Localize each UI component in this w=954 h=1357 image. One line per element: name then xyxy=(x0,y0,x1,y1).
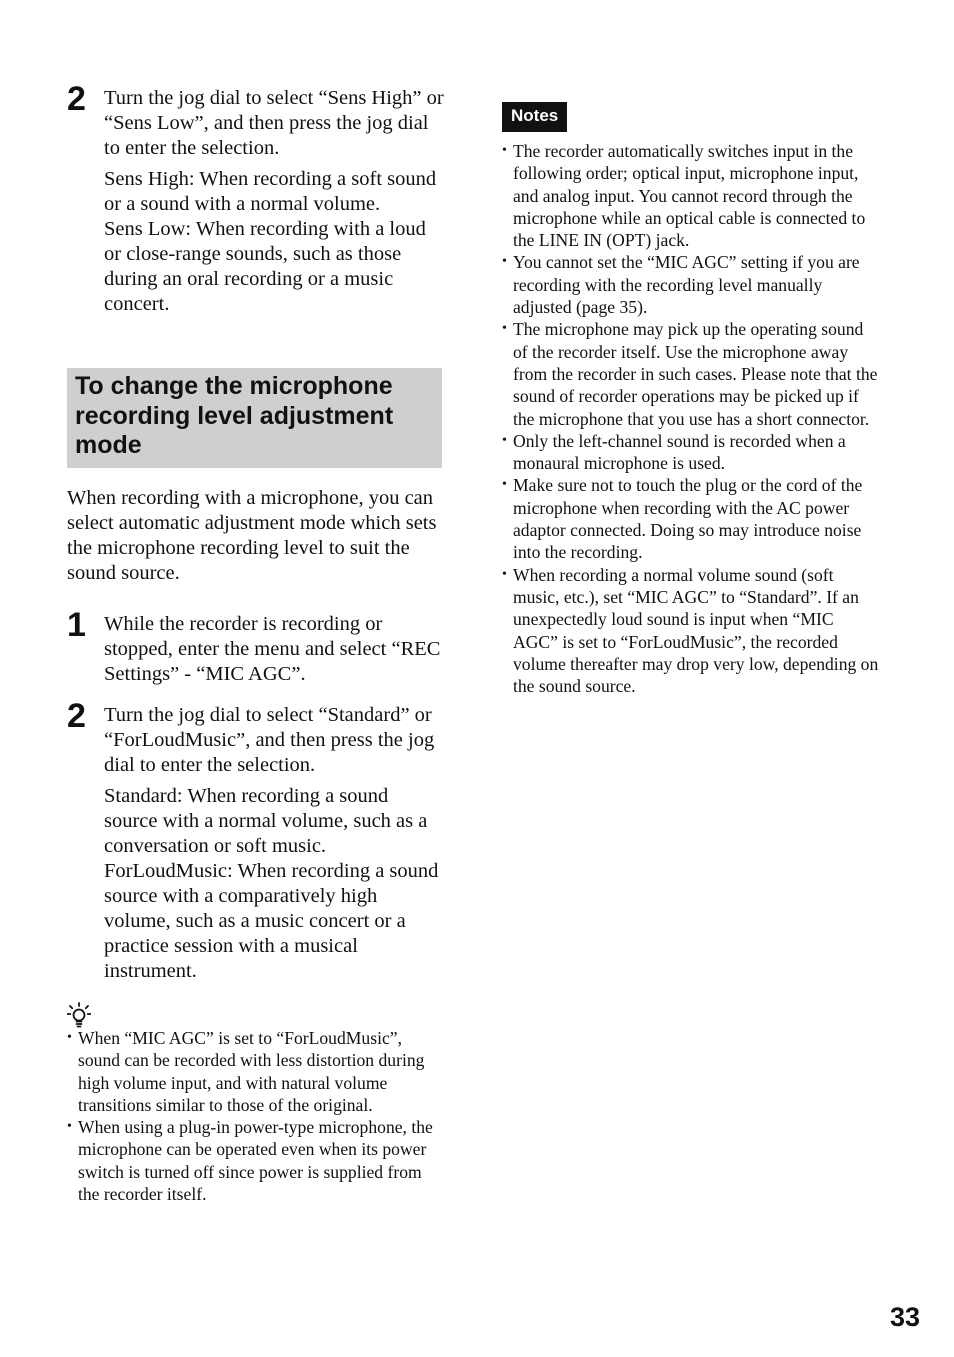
step-number: 2 xyxy=(67,80,86,118)
step-block xyxy=(67,80,445,317)
step-2-sensitivity xyxy=(67,80,445,317)
notes-section xyxy=(502,102,880,697)
step-text: Turn the jog dial to select “Sens High” or “Sens Low”, and then press the jog dial to enter the selection. xyxy=(104,87,444,159)
section-title: To change the microphone recording level adjustment mode xyxy=(67,368,442,468)
step-detail-sens-high: Sens High: When recording a soft sound or a sound with a normal volume. xyxy=(104,168,437,215)
list-item: • When recording a normal volume sound (soft music, etc.), set “MIC AGC” to “Standard”. If an unexpectedly loud sound is input when “MIC AGC” is set to “ForLoudMusic”, the recorded volume thereafter may drop very low, depending on the sound source. xyxy=(502,564,880,698)
step-number: 2 xyxy=(67,697,86,735)
intro-paragraph: When recording with a microphone, you can select automatic adjustment mode which sets the microphone recording level to suit the sound source. xyxy=(67,487,437,584)
step-detail-sens-low: Sens Low: When recording with a loud or close-range sounds, such as those during an oral recording or a music concert. xyxy=(104,218,426,315)
step-text: While the recorder is recording or stopped, enter the menu and select “REC Settings” - “MIC AGC”. xyxy=(104,613,441,685)
list-item: • Only the left-channel sound is recorded when a monaural microphone is used. xyxy=(502,430,880,475)
list-item: • You cannot set the “MIC AGC” setting if you are recording with the recording level manually adjusted (page 35). xyxy=(502,251,880,318)
list-item: • Make sure not to touch the plug or the cord of the microphone when recording with the AC power adaptor connected. Doing so may introduce noise into the recording. xyxy=(502,474,880,563)
step-text: Turn the jog dial to select “Standard” or “ForLoudMusic”, and then press the jog dial to enter the selection. xyxy=(104,704,435,776)
list-item: • The microphone may pick up the operating sound of the recorder itself. Use the microphone away from the recorder in such cases. Please note that the sound of recorder operations may be picked up if the microphone that you use has a short connector. xyxy=(502,318,880,429)
notes-list xyxy=(502,140,880,697)
list-item: • When “MIC AGC” is set to “ForLoudMusic”, sound can be recorded with less distortion during high volume input, and with natural volume transitions similar to those of the original. xyxy=(67,1027,447,1116)
step-1-menu xyxy=(67,606,445,687)
step-detail-standard: Standard: When recording a sound source with a normal volume, such as a conversation or soft music. xyxy=(104,785,428,857)
lightbulb-icon xyxy=(67,1002,91,1030)
step-number: 1 xyxy=(67,606,86,644)
step-2-agc-mode xyxy=(67,697,445,984)
list-item: • The recorder automatically switches input in the following order; optical input, microphone input, and analog input. You cannot record through the microphone while an optical cable is connected to the LINE IN (OPT) jack. xyxy=(502,140,880,251)
notes-badge: Notes xyxy=(502,102,567,132)
page-number: 33 xyxy=(890,1302,921,1332)
step-detail-forloudmusic: ForLoudMusic: When recording a sound source with a comparatively high volume, such as a music concert or a practice session with a musical instrument. xyxy=(104,860,439,982)
section-body xyxy=(67,486,445,984)
tips-section xyxy=(67,1027,447,1205)
list-item: • When using a plug-in power-type microphone, the microphone can be operated even when its power switch is turned off since power is supplied from the recorder itself. xyxy=(67,1116,447,1205)
tips-list xyxy=(67,1027,447,1205)
